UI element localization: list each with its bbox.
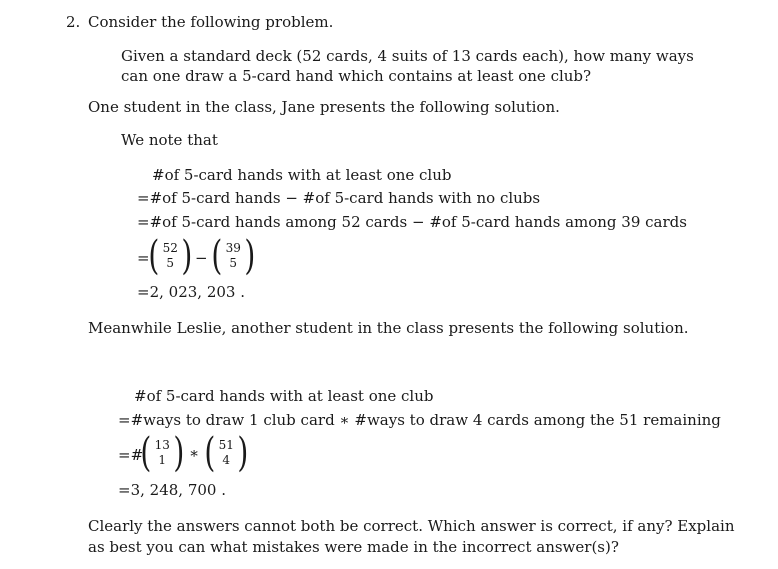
problem-intro: Consider the following problem. [88,13,334,31]
binomial-bottom: 5 [166,256,175,270]
closing-line-1: Clearly the answers cannot both be correct. Which answer is correct, if any? Explain [88,517,735,535]
leslie-binomial-51-4 [202,430,251,476]
right-paren: ) [237,430,249,476]
jane-line-1: #of 5-card hands with at least one club [152,166,452,184]
right-paren: ) [173,430,185,476]
binomial-top: 13 [154,438,170,452]
leslie-binomial-13-1 [138,430,187,476]
binomial-bottom: 5 [229,256,238,270]
jane-note: We note that [121,131,218,149]
binomial-bottom: 4 [222,453,231,467]
closing-line-2: as best you can what mistakes were made in the incorrect answer(s)? [88,538,619,556]
leslie-equals: =# [118,446,144,464]
leslie-times: ∗ [189,444,200,462]
leslie-line-1: #of 5-card hands with at least one club [134,387,434,405]
binomial-top: 39 [225,241,241,255]
left-paren: ( [204,430,216,476]
right-paren: ) [244,233,256,279]
right-paren: ) [181,233,193,279]
problem-statement-line-2: can one draw a 5-card hand which contains at least one club? [121,67,592,85]
jane-line-2: =#of 5-card hands − #of 5-card hands with no clubs [137,189,541,207]
jane-intro: One student in the class, Jane presents the following solution. [88,98,560,116]
problem-statement-line-1: Given a standard deck (52 cards, 4 suits of 13 cards each), how many ways [121,47,694,65]
jane-binomial-52-5 [146,233,195,279]
jane-equals: = [137,249,150,267]
leslie-result: =3, 248, 700 . [118,481,226,499]
left-paren: ( [140,430,152,476]
binomial-top: 51 [218,438,234,452]
leslie-intro: Meanwhile Leslie, another student in the class presents the following solution. [88,319,689,337]
jane-binomial-39-5 [209,233,258,279]
jane-minus: − [195,249,208,267]
binomial-top: 52 [162,241,178,255]
problem-number: 2. [66,13,81,31]
binomial-bottom: 1 [158,453,167,467]
left-paren: ( [211,233,223,279]
left-paren: ( [148,233,160,279]
leslie-line-2: =#ways to draw 1 club card ∗ #ways to draw 4 cards among the 51 remaining [118,411,721,429]
jane-result: =2, 023, 203 . [137,283,245,301]
jane-line-3: =#of 5-card hands among 52 cards − #of 5-card hands among 39 cards [137,213,687,231]
